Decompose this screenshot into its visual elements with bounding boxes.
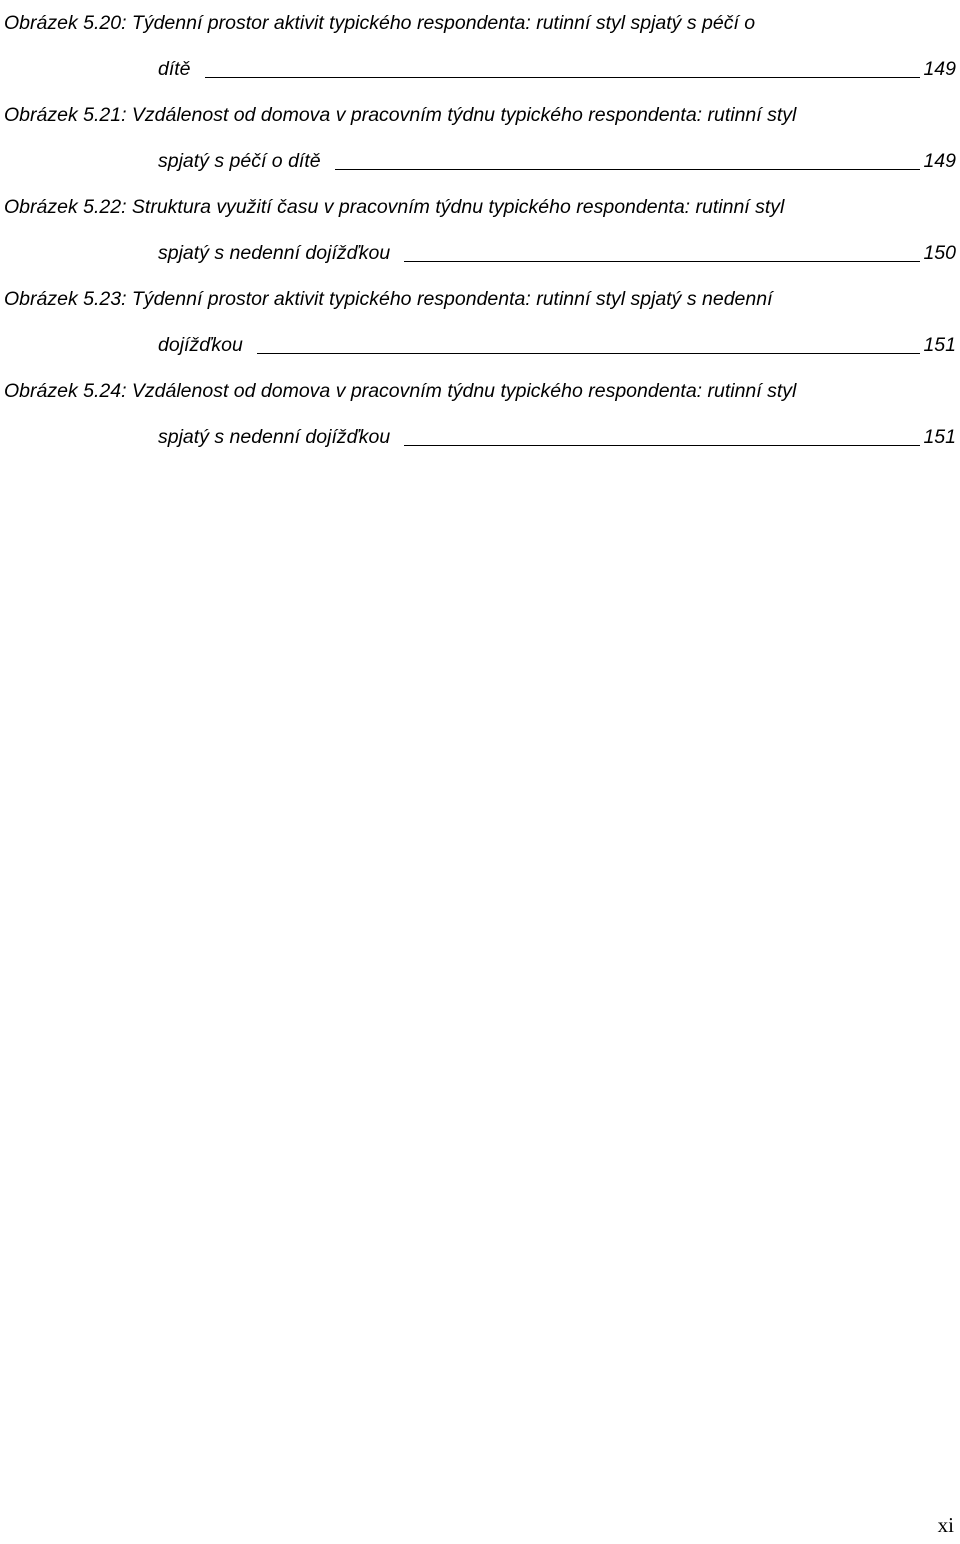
list-of-figures (4, 0, 956, 460)
toc-entry-5-22[interactable] (4, 184, 956, 276)
page-number: 150 (923, 242, 956, 264)
page-number: 151 (923, 426, 956, 448)
figure-caption-end: spjatý s nedenní dojížďkou (158, 426, 391, 448)
toc-entry-last-line (4, 46, 956, 92)
figure-caption-start: Struktura využití času v pracovním týdnu typického respondenta: rutinní styl (126, 196, 785, 218)
figure-label: Obrázek 5.22: (4, 196, 127, 218)
figure-caption-start: Vzdálenost od domova v pracovním týdnu typického respondenta: rutinní styl (126, 380, 797, 402)
dot-leader (335, 169, 921, 170)
footer-page-number: xi (937, 1513, 954, 1537)
dot-leader (404, 261, 920, 262)
page-number: 151 (923, 334, 956, 356)
page-number: 149 (923, 58, 956, 80)
figure-caption-start: Týdenní prostor aktivit typického respondenta: rutinní styl spjatý s nedenní (126, 288, 773, 310)
figure-label: Obrázek 5.21: (4, 104, 127, 126)
toc-entry-first-line (4, 276, 956, 322)
figure-caption-start: Týdenní prostor aktivit typického respondenta: rutinní styl spjatý s péčí o (126, 12, 756, 34)
dot-leader (257, 353, 921, 354)
toc-entry-last-line (4, 414, 956, 460)
toc-entry-5-24[interactable] (4, 368, 956, 460)
figure-caption-end: spjatý s nedenní dojížďkou (158, 242, 391, 264)
toc-entry-5-20[interactable] (4, 0, 956, 92)
toc-entry-first-line (4, 0, 956, 46)
toc-entry-last-line (4, 138, 956, 184)
figure-caption-end: dítě (158, 58, 191, 80)
page-number: 149 (923, 150, 956, 172)
dot-leader (404, 445, 920, 446)
toc-entry-first-line (4, 92, 956, 138)
toc-entry-5-21[interactable] (4, 92, 956, 184)
toc-entry-first-line (4, 184, 956, 230)
figure-caption-end: spjatý s péčí o dítě (158, 150, 321, 172)
figure-caption-start: Vzdálenost od domova v pracovním týdnu typického respondenta: rutinní styl (126, 104, 797, 126)
toc-entry-first-line (4, 368, 956, 414)
figure-caption-end: dojížďkou (158, 334, 243, 356)
figure-label: Obrázek 5.20: (4, 12, 127, 34)
figure-label: Obrázek 5.24: (4, 380, 127, 402)
toc-entry-5-23[interactable] (4, 276, 956, 368)
dot-leader (205, 77, 921, 78)
toc-entry-last-line (4, 322, 956, 368)
toc-entry-last-line (4, 230, 956, 276)
figure-label: Obrázek 5.23: (4, 288, 127, 310)
